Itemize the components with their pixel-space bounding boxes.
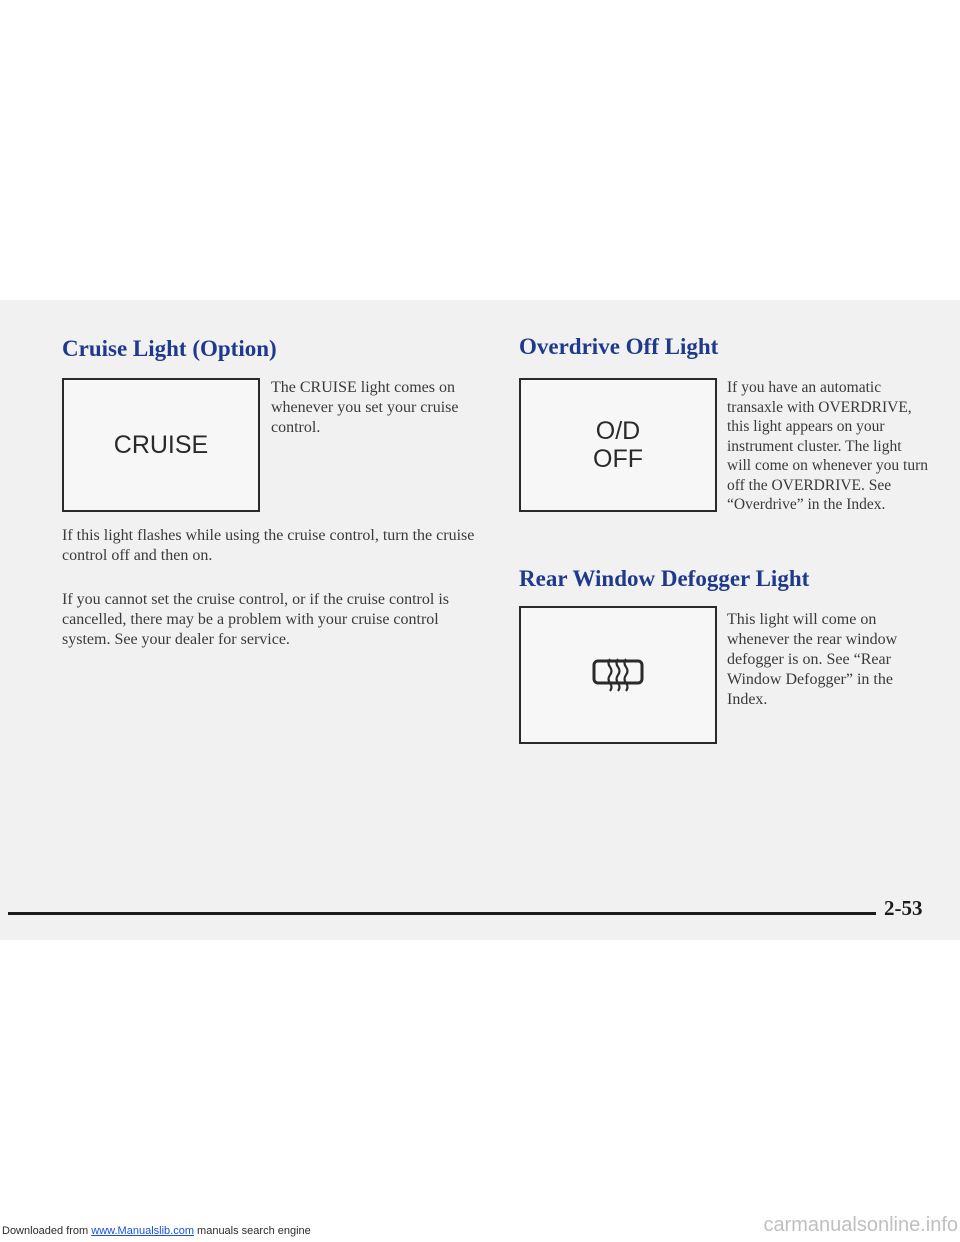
page-number: 2-53: [884, 896, 923, 920]
manualslib-link[interactable]: www.Manualslib.com: [91, 1225, 194, 1237]
defogger-light-description: This light will come on whenever the rear window defogger is on. See “Rear Window Defogger” in the Index.: [727, 611, 898, 708]
cruise-cancel-paragraph: If you cannot set the cruise control, or if the cruise control is cancelled, there may be a problem with your cruise control system. See your dealer for service.: [62, 591, 449, 648]
defogger-light-heading: Rear Window Defogger Light: [519, 566, 810, 591]
overdrive-indicator-line2: OFF: [593, 445, 643, 473]
cruise-flash-paragraph: If this light flashes while using the cruise control, turn the cruise control off and then on.: [62, 527, 475, 564]
footer-suffix: manuals search engine: [193, 1225, 311, 1237]
footer-prefix: Downloaded from: [2, 1225, 92, 1237]
download-footer: [2, 1225, 311, 1237]
cruise-light-heading: Cruise Light (Option): [62, 336, 277, 361]
rear-defogger-icon: [588, 655, 648, 695]
overdrive-light-description: If you have an automatic transaxle with OVERDRIVE, this light appears on your instrument cluster. The light will come on whenever you turn off the OVERDRIVE. See “Overdrive” in the Index.: [727, 379, 929, 513]
manual-page: [0, 300, 960, 940]
site-watermark: carmanualsonline.info: [763, 1214, 958, 1236]
cruise-light-description: The CRUISE light comes on whenever you set your cruise control.: [271, 379, 459, 436]
page-bottom-rule: [8, 912, 876, 915]
cruise-indicator-box: [62, 378, 260, 512]
cruise-indicator-label: CRUISE: [113, 430, 209, 459]
overdrive-indicator-box: [519, 378, 717, 512]
overdrive-light-heading: Overdrive Off Light: [519, 334, 719, 359]
overdrive-indicator-line1: O/D: [595, 417, 641, 445]
defogger-indicator-box: [519, 606, 717, 744]
